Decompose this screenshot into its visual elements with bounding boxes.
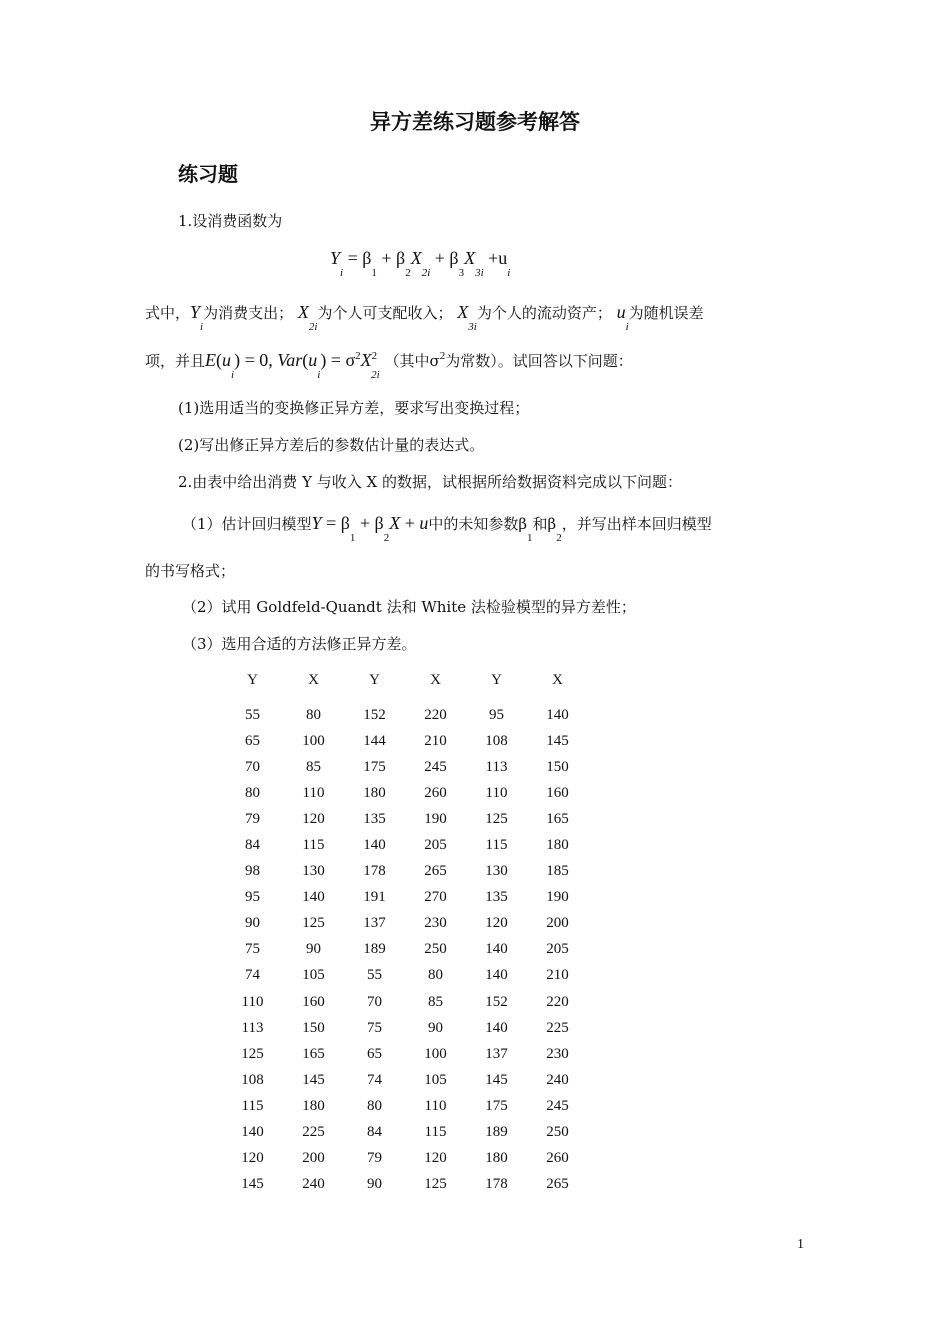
table-cell: 79 (367, 1150, 382, 1167)
table-cell: 160 (546, 784, 569, 801)
table-row (222, 1093, 588, 1119)
table-row (222, 754, 588, 780)
table-row (222, 1172, 588, 1198)
table-cell: 145 (485, 1071, 508, 1088)
table-cell: 90 (245, 915, 260, 932)
table-cell: 110 (424, 1097, 447, 1114)
q1-formula: $Y_i = \beta_1 + \beta_2X_{2i} + \beta_3X_{3i} +u_i$ (330, 248, 511, 279)
table-cell: 80 (306, 706, 321, 723)
table-cell: 265 (546, 1176, 569, 1193)
q1-part1: (1)选用适当的变换修正异方差，要求写出变换过程； (178, 399, 530, 417)
table-row (222, 1146, 588, 1172)
col-header: X (430, 672, 441, 688)
table-cell: 115 (241, 1097, 264, 1114)
table-cell: 140 (485, 1019, 508, 1036)
table-cell: 74 (245, 967, 260, 984)
table-cell: 125 (424, 1176, 447, 1193)
table-cell: 189 (485, 1124, 508, 1141)
table-cell: 108 (485, 732, 508, 749)
data-table (222, 670, 588, 1198)
table-row (222, 1015, 588, 1041)
table-cell: 250 (546, 1124, 569, 1141)
table-cell: 130 (302, 863, 325, 880)
table-cell: 130 (485, 863, 508, 880)
table-cell: 260 (424, 784, 447, 801)
table-cell: 80 (245, 784, 260, 801)
table-cell: 137 (485, 1045, 508, 1062)
table-cell: 190 (546, 889, 569, 906)
table-row (222, 832, 588, 858)
table-cell: 160 (302, 993, 325, 1010)
table-cell: 125 (485, 810, 508, 827)
table-cell: 137 (363, 915, 386, 932)
table-cell: 90 (428, 1019, 443, 1036)
table-cell: 65 (245, 732, 260, 749)
table-cell: 265 (424, 863, 447, 880)
table-cell: 108 (241, 1071, 264, 1088)
table-row (222, 702, 588, 728)
table-cell: 175 (363, 758, 386, 775)
table-cell: 125 (302, 915, 325, 932)
table-cell: 210 (546, 967, 569, 984)
table-cell: 240 (546, 1071, 569, 1088)
table-cell: 85 (428, 993, 443, 1010)
table-cell: 80 (428, 967, 443, 984)
table-cell: 115 (485, 837, 508, 854)
table-header-row (222, 670, 588, 702)
table-cell: 140 (302, 889, 325, 906)
table-row (222, 806, 588, 832)
table-cell: 245 (546, 1097, 569, 1114)
table-cell: 70 (245, 758, 260, 775)
table-row (222, 885, 588, 911)
table-cell: 74 (367, 1071, 382, 1088)
table-cell: 270 (424, 889, 447, 906)
table-cell: 225 (546, 1019, 569, 1036)
q2-part3: （3）选用合适的方法修正异方差。 (182, 635, 417, 653)
table-cell: 175 (485, 1097, 508, 1114)
table-cell: 180 (363, 784, 386, 801)
table-row (222, 937, 588, 963)
table-cell: 178 (363, 863, 386, 880)
table-cell: 90 (367, 1176, 382, 1193)
table-cell: 120 (424, 1150, 447, 1167)
table-cell: 145 (241, 1176, 264, 1193)
table-cell: 55 (367, 967, 382, 984)
table-cell: 140 (546, 706, 569, 723)
table-cell: 230 (546, 1045, 569, 1062)
formula-tail: +u (488, 248, 508, 268)
table-cell: 120 (302, 810, 325, 827)
table-row (222, 859, 588, 885)
table-cell: 115 (424, 1124, 447, 1141)
table-cell: 150 (302, 1019, 325, 1036)
table-cell: 95 (245, 889, 260, 906)
table-cell: 200 (302, 1150, 325, 1167)
page-title: 异方差练习题参考解答 (370, 110, 580, 134)
table-cell: 110 (485, 784, 508, 801)
table-cell: 120 (241, 1150, 264, 1167)
table-cell: 145 (302, 1071, 325, 1088)
table-cell: 70 (367, 993, 382, 1010)
table-cell: 150 (546, 758, 569, 775)
table-cell: 140 (485, 941, 508, 958)
table-cell: 144 (363, 732, 386, 749)
table-cell: 95 (489, 706, 504, 723)
col-header: Y (369, 672, 380, 688)
table-row (222, 989, 588, 1015)
table-cell: 180 (302, 1097, 325, 1114)
table-cell: 190 (424, 810, 447, 827)
q1-part2: (2)写出修正异方差后的参数估计量的表达式。 (178, 436, 485, 454)
page-number: 1 (797, 1237, 804, 1252)
q2-part2: （2）试用 Goldfeld-Quandt 法和 White 法检验模型的异方差性； (182, 598, 636, 616)
table-cell: 165 (302, 1045, 325, 1062)
table-cell: 98 (245, 863, 260, 880)
q2-part1: （1）估计回归模型$Y = \beta_1 + \beta_2X + u$中的未知参数$\beta_1$和$\beta_2$，并写出样本回归模型 (182, 513, 712, 544)
table-cell: 84 (367, 1124, 382, 1141)
table-cell: 100 (302, 732, 325, 749)
table-cell: 105 (424, 1071, 447, 1088)
q1-assumptions: 项，并且$E(u_i) = 0$, $Var(u_i) = \sigma^2X^2_{2i}$ （其中$\sigma^2$为常数）。试回答以下问题： (145, 350, 633, 381)
table-cell: 140 (241, 1124, 264, 1141)
table-row (222, 1120, 588, 1146)
table-cell: 245 (424, 758, 447, 775)
table-cell: 140 (363, 837, 386, 854)
table-cell: 260 (546, 1150, 569, 1167)
table-cell: 65 (367, 1045, 382, 1062)
table-cell: 178 (485, 1176, 508, 1193)
col-header: Y (491, 672, 502, 688)
table-cell: 135 (485, 889, 508, 906)
table-cell: 165 (546, 810, 569, 827)
q1-variable-definitions: 式中，$Y_i$为消费支出； $X_{2i}$为个人可支配收入； $X_{3i}$为个人的流动资产； $u_i$为随机误差 (145, 302, 704, 333)
table-cell: 205 (424, 837, 447, 854)
table-cell: 220 (546, 993, 569, 1010)
table-cell: 220 (424, 706, 447, 723)
table-cell: 240 (302, 1176, 325, 1193)
table-cell: 90 (306, 941, 321, 958)
table-cell: 135 (363, 810, 386, 827)
table-cell: 140 (485, 967, 508, 984)
table-row (222, 780, 588, 806)
table-cell: 191 (363, 889, 386, 906)
q1-intro: 1.设消费函数为 (178, 212, 283, 230)
col-header: X (552, 672, 563, 688)
table-cell: 55 (245, 706, 260, 723)
col-header: Y (247, 672, 258, 688)
table-cell: 180 (546, 837, 569, 854)
table-cell: 110 (302, 784, 325, 801)
q2-part1-cont: 的书写格式； (145, 562, 236, 580)
table-cell: 110 (241, 993, 264, 1010)
table-cell: 225 (302, 1124, 325, 1141)
table-row (222, 963, 588, 989)
table-cell: 80 (367, 1097, 382, 1114)
table-cell: 75 (245, 941, 260, 958)
table-cell: 75 (367, 1019, 382, 1036)
table-cell: 105 (302, 967, 325, 984)
table-row (222, 1067, 588, 1093)
table-cell: 120 (485, 915, 508, 932)
table-cell: 84 (245, 837, 260, 854)
table-cell: 113 (485, 758, 508, 775)
table-cell: 115 (302, 837, 325, 854)
table-cell: 100 (424, 1045, 447, 1062)
q2-intro: 2.由表中给出消费 Y 与收入 X 的数据，试根据所给数据资料完成以下问题： (178, 473, 682, 491)
col-header: X (308, 672, 319, 688)
table-row (222, 911, 588, 937)
table-cell: 145 (546, 732, 569, 749)
table-cell: 250 (424, 941, 447, 958)
table-row (222, 728, 588, 754)
table-cell: 113 (241, 1019, 264, 1036)
table-cell: 200 (546, 915, 569, 932)
table-cell: 210 (424, 732, 447, 749)
table-cell: 85 (306, 758, 321, 775)
table-cell: 185 (546, 863, 569, 880)
table-cell: 79 (245, 810, 260, 827)
table-row (222, 1041, 588, 1067)
table-cell: 230 (424, 915, 447, 932)
table-cell: 125 (241, 1045, 264, 1062)
section-heading: 练习题 (178, 162, 238, 186)
table-cell: 152 (363, 706, 386, 723)
table-cell: 180 (485, 1150, 508, 1167)
table-cell: 189 (363, 941, 386, 958)
table-cell: 205 (546, 941, 569, 958)
table-cell: 152 (485, 993, 508, 1010)
